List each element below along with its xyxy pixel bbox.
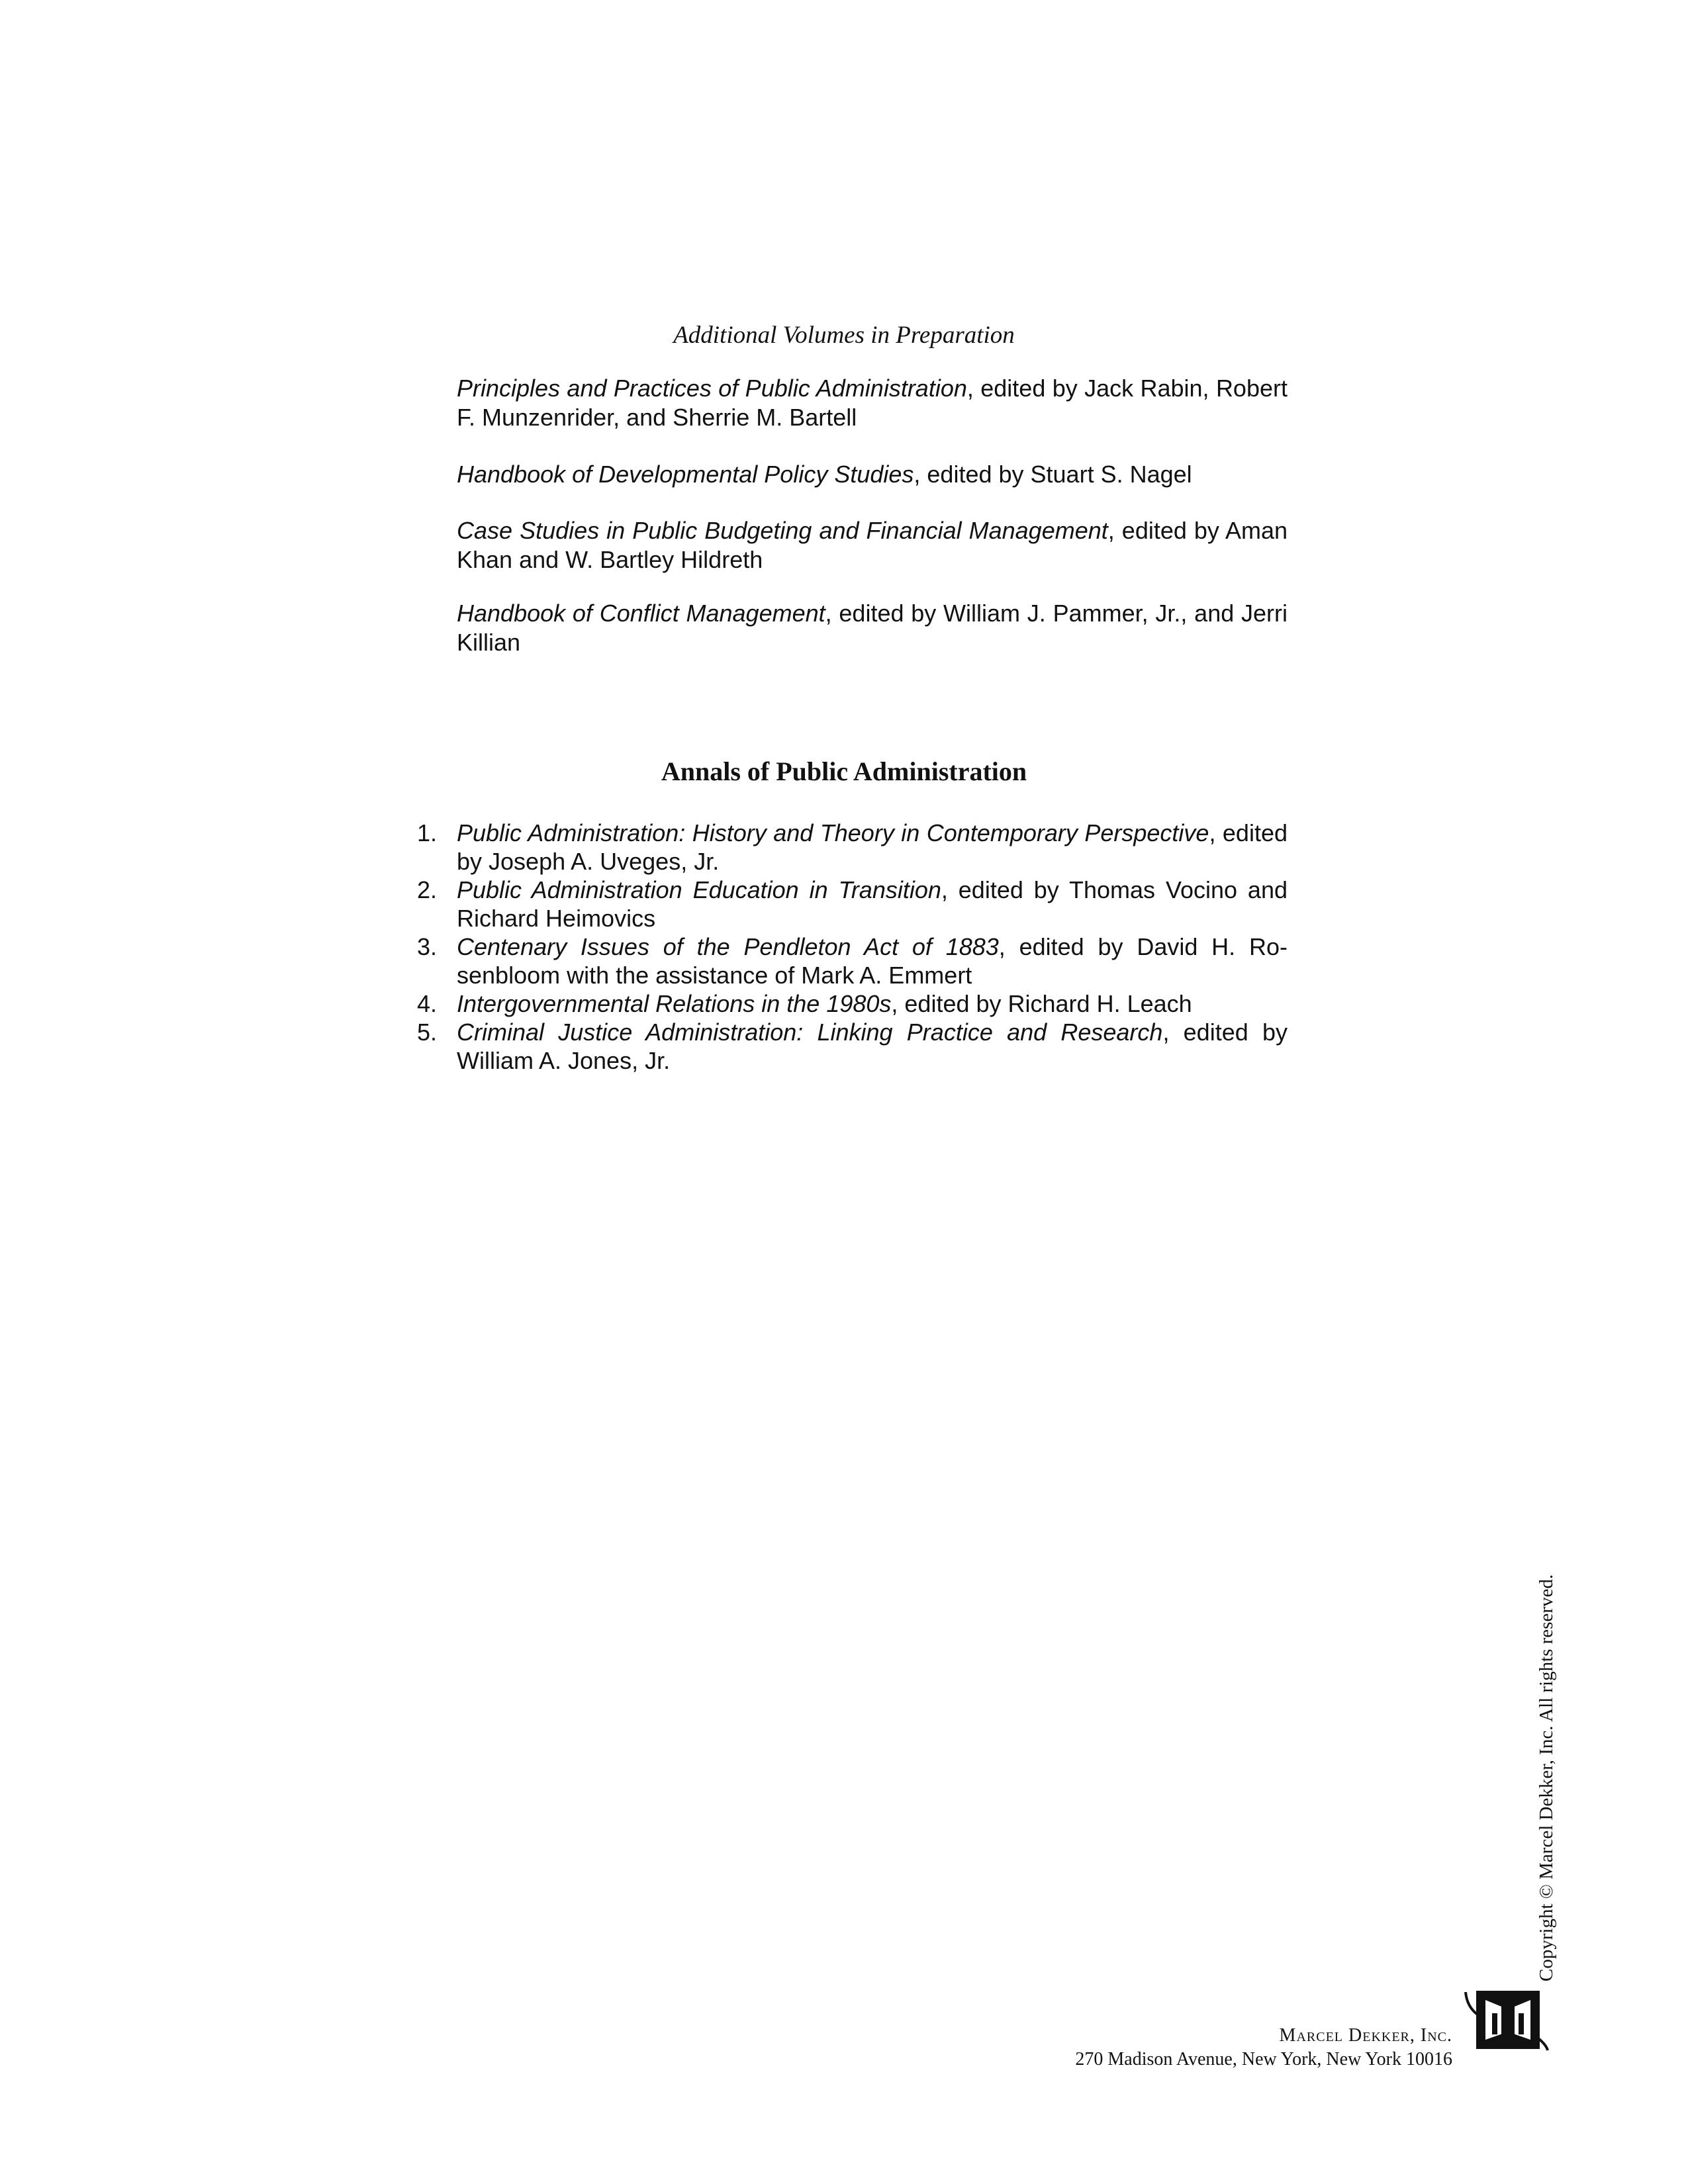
preparation-entry — [457, 374, 1288, 432]
preparation-entry — [457, 599, 1288, 657]
book-editors: , edited by David H. Ro-senbloom with the assistance of Mark A. Emmert — [457, 933, 1288, 989]
book-editors: , edited by Richard H. Leach — [891, 990, 1192, 1017]
item-number: 2. — [417, 876, 438, 903]
preparation-entry — [457, 516, 1288, 574]
annals-heading: Annals of Public Administration — [661, 756, 1027, 786]
book-editors: , edited by Thomas Vocino and Richard Heimovics — [457, 876, 1288, 932]
book-title: Handbook of Conflict Management — [457, 600, 825, 627]
item-number: 5. — [417, 1019, 438, 1046]
publisher-name: Marcel Dekker, Inc. — [1279, 2025, 1452, 2046]
book-title: Public Administration Education in Transition — [457, 876, 941, 903]
book-editors: , edited by William J. Pammer, Jr., and Jerri Killian — [457, 600, 1288, 656]
book-editors: , edited by Stuart S. Nagel — [914, 461, 1192, 488]
annals-list — [410, 819, 1288, 1075]
publisher-logo-icon — [1464, 1987, 1550, 2053]
book-title: Principles and Practices of Public Administration — [457, 375, 967, 402]
book-title: Case Studies in Public Budgeting and Financial Management — [457, 517, 1108, 544]
list-item — [410, 933, 1288, 989]
book-title: Centenary Issues of the Pendleton Act of 1883 — [457, 933, 999, 960]
preparation-entry — [457, 460, 1288, 489]
book-editors: , edited by William A. Jones, Jr. — [457, 1019, 1288, 1074]
copyright-notice: Copyright © Marcel Dekker, Inc. All rights reserved. — [1536, 1574, 1557, 1981]
item-number: 4. — [417, 990, 438, 1017]
list-item — [410, 819, 1288, 876]
list-item — [410, 1018, 1288, 1075]
book-editors: , edited by Joseph A. Uveges, Jr. — [457, 819, 1288, 875]
publisher-address: 270 Madison Avenue, New York, New York 10016 — [1075, 2049, 1452, 2070]
book-title: Criminal Justice Administration: Linking Practice and Research — [457, 1019, 1163, 1046]
list-item — [410, 876, 1288, 933]
book-editors: , edited by Aman Khan and W. Bartley Hildreth — [457, 517, 1288, 573]
item-number: 1. — [417, 819, 438, 846]
item-number: 3. — [417, 933, 438, 960]
list-item — [410, 989, 1288, 1018]
book-title: Public Administration: History and Theory in Contemporary Perspective — [457, 819, 1209, 846]
book-editors: , edited by Jack Rabin, Robert F. Munzenrider, and Sherrie M. Bartell — [457, 375, 1288, 431]
book-title: Intergovernmental Relations in the 1980s — [457, 990, 892, 1017]
book-title: Handbook of Developmental Policy Studies — [457, 461, 914, 488]
publisher-block — [1075, 2024, 1452, 2071]
preparation-heading: Additional Volumes in Preparation — [673, 322, 1015, 349]
